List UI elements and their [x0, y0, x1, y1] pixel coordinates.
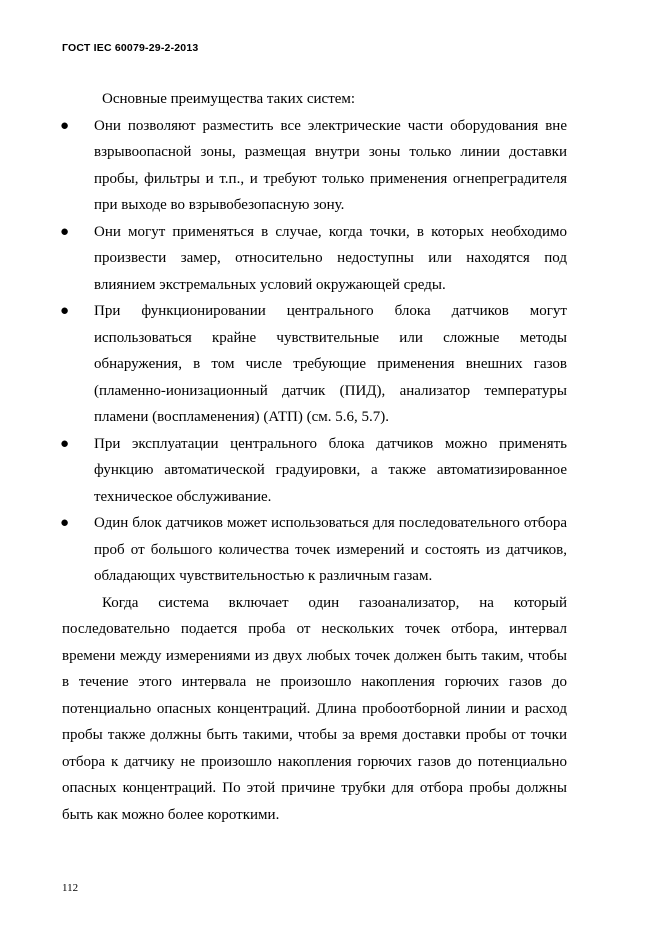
list-item: [62, 510, 567, 590]
bullet-icon: ●: [60, 303, 70, 319]
intro-line: Основные преимущества таких систем:: [102, 91, 356, 107]
list-item: [62, 298, 567, 431]
list-item: [62, 219, 567, 299]
list-item: [62, 431, 567, 511]
bullet-icon: ●: [60, 117, 70, 134]
list-item-text: Они могут применяться в случае, когда точки, в которых необходимо произвести замер, относительно недоступны или находятся под влиянием экстремальных условий окружающей среды.: [94, 223, 567, 293]
list-item: [62, 113, 567, 219]
list-item-text: При функционировании центрального блока датчиков могут использоваться крайне чувствительные или сложные методы обнаружения, в том числе требующие применения внешних газов (пламенно-ионизационный датчик (ПИД), анализатор температуры пламени (воспламенения) (АТП) (см. 5.6, 5.7).: [94, 303, 567, 425]
bullet-icon: ●: [60, 223, 70, 240]
document-header: ГОСТ IEC 60079-29-2-2013: [62, 42, 199, 54]
page-number: 112: [62, 882, 79, 894]
bullet-icon: ●: [60, 515, 70, 531]
list-item-text: Один блок датчиков может использоваться для последовательного отбора проб от большого количества точек измерений и состоять из датчиков, обладающих чувствительностью к различным газам.: [94, 515, 567, 584]
bullet-icon: ●: [60, 435, 70, 452]
list-item-text: Они позволяют разместить все электрические части оборудования вне взрывоопасной зоны, размещая внутри зоны только линии доставки пробы, фильтры и т.п., и требуют только применения огнепреградителя при выходе во взрывобезопасную зону.: [94, 117, 567, 213]
body-paragraph: Когда система включает один газоанализатор, на который последовательно подается проба от нескольких точек отбора, интервал времени между измерениями из двух любых точек должен быть таким, чтобы в течение этого интервала не произошло накопления горючих газов до потенциально опасных концентраций. Длина пробоотборной линии и расход пробы также должны быть такими, чтобы за время доставки пробы от точки отбора к датчику не произошло накопления горючих газов до потенциально опасных концентраций. По этой причине трубки для отбора пробы должны быть как можно более короткими.: [62, 594, 567, 823]
list-item-text: При эксплуатации центрального блока датчиков можно применять функцию автоматической градуировки, а также автоматизированное техническое обслуживание.: [94, 435, 567, 505]
advantages-list: [62, 113, 567, 590]
document-body: [62, 86, 567, 828]
